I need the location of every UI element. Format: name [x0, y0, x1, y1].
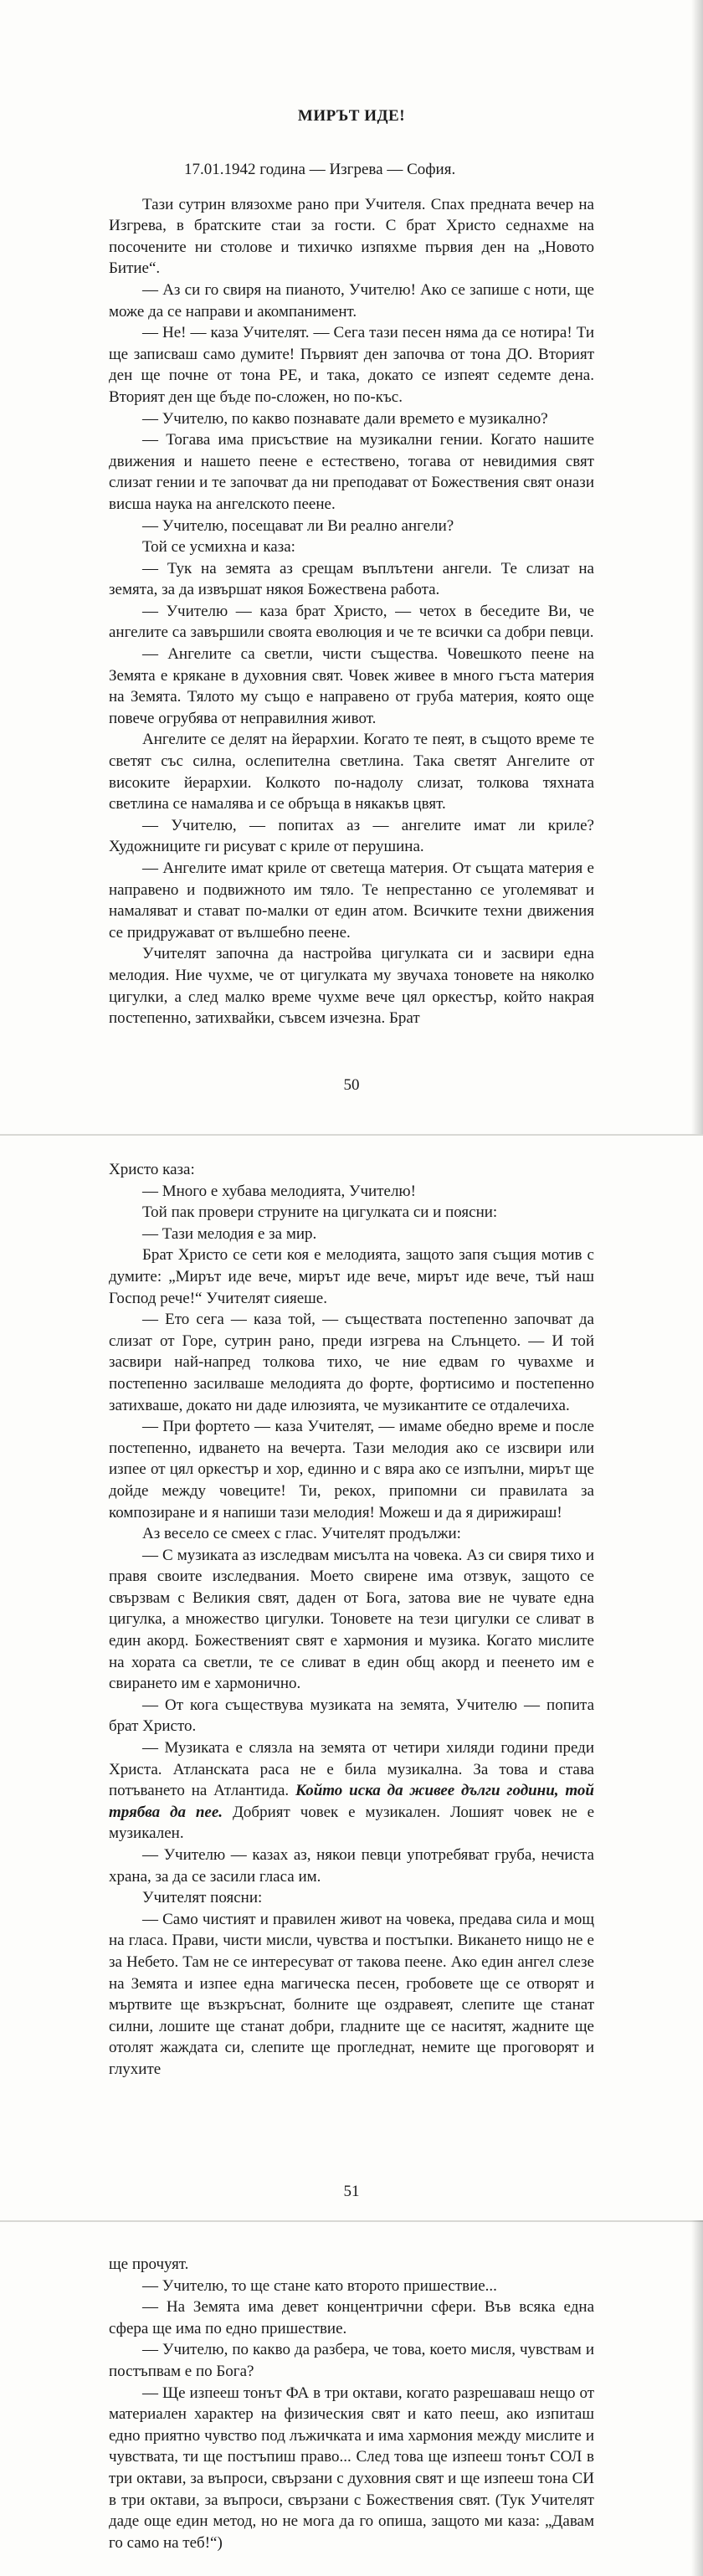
page-divider: [0, 2220, 703, 2222]
page-edge-shadow: [691, 0, 703, 1134]
paragraph: — Тази мелодия е за мир.: [142, 1224, 317, 1243]
book-page-52: [0, 2220, 703, 2576]
page-3-body: [109, 2254, 594, 2553]
paragraph-emphasis: [109, 1737, 594, 1845]
paragraph: — При фортето — каза Учителят, — имаме обедно време и после постепенно, идването на вечерта. Тази мелодия ако се изсвири или изпее от цял оркестър и хор, единно и с вяра ако се изпълни, мирът ще дойде между човеците! Ти, рекох, припомни си правилата за композиране и я напиши тази мелодия! Можеш и да я дирижираш!: [109, 1418, 594, 1521]
paragraph: — Ангелите са светли, чисти същества. Човешкото пеене на Земята е крякане в духовния свят. Човек живее в много гъста материя на Земята. Тялото му също е направено от груба материя, която още повече огрубява от неправилния живот.: [109, 645, 594, 727]
book-page-51: [0, 1134, 703, 2220]
paragraph: ще прочуят.: [109, 2255, 189, 2273]
page-divider: [0, 1134, 703, 1136]
emphasis-before: — Музиката е слязла на земята от четири хиляди години преди Христа. Атланската раса не е била музикална. За това и става потъването на Атлантида.: [109, 1739, 594, 1800]
paragraph: — Не! — каза Учителят. — Сега тази песен няма да се нотира! Ти ще записваш само думите! Първият ден започва от тона ДО. Вторият ден ще почне от тона РЕ, и така, докато се изпеят седемте дена. Вторият ден ще бъде по-сложен, но по-къс.: [109, 324, 594, 406]
page-3-text: [109, 2254, 594, 2553]
paragraph: Той се усмихна и каза:: [142, 538, 295, 557]
page-1-body: [109, 194, 594, 1029]
paragraph: Аз веселo се смеех с глас. Учителят продължи:: [142, 1525, 461, 1543]
paragraph: Ангелите се делят на йерархии. Когато те пеят, в същото време те светят със силна, ослепителна светлина. Така светят Ангелите от високите йерархии. Колкото по-надолу слизат, толкова тяхната светлина се намалява и се обръща в някакъв цвят.: [109, 731, 594, 813]
paragraph: — На Земята има девет концентрични сфери. Във всяка една сфера ще има по едно пришествие.: [109, 2298, 594, 2337]
paragraph: — Само чистият и правилен живот на човека, предава сила и мощ на гласа. Прави, чисти мисли, чувства и постъпки. Виканeто нищо не е за Небето. Там не се интересуват от такова пеене. Ако един ангел слезе на Земята и изпее една магическа песен, гробовете ще се отворят и мъртвите ще възкръснат, болните ще оздравеят, слепите ще станат силни, лошите ще станат добри, гладните ще се наситят, жадните ще отолят жаждата си, слепите ще прогледнат, немите ще проговорят и глухите: [109, 1910, 594, 2078]
paragraph: — Ще изпееш тонът ФА в три октави, когато разрешаваш нещо от материален характер на физическия свят и като пееш, ако изпиташ едно приятно чувство под лъжичката и има хармония между мислите и чувствата, ти ще постъпиш право... След това ще изпееш тонът СОЛ в три октави, за въпроси, свързани с духовния свят и ще изпееш тона СИ в три октави, за въпроси, свързани с Божествения свят. (Тук Учителят даде още един метод, но не мога да го опиша, защото ми каза: „Давам го само на теб!“): [109, 2384, 594, 2552]
page-number: 50: [343, 1076, 360, 1094]
paragraph: — Тук на земята аз срещам въплътени ангели. Те слизат на земята, за да извършат някоя Божествена работа.: [109, 559, 594, 599]
emphasis-after: Добрият човек е музикален. Лошият човек не е музикален.: [109, 1803, 595, 1843]
dateline: 17.01.1942 година — Изгрева — София.: [184, 161, 456, 178]
page-1-text: [109, 159, 594, 1029]
paragraph: Брат Христо се сети коя е мелодията, защото запя същия мотив с думите: „Мирът иде вече, мирът иде вече, мирът иде вече, тъй наш Господ рече!“ Учителят сияеше.: [109, 1246, 594, 1307]
paragraph: — Учителю, по какво да разбера, че това, което мисля, чувствам и постъпвам е по Бога?: [109, 2341, 594, 2380]
paragraph: — Учителю, по какво познавате дали времето е музикално?: [142, 409, 548, 428]
paragraph: — Учителю, — попитах аз — ангелите имат ли криле? Художниците ги рисуват с криле от перушина.: [109, 816, 594, 856]
page-2-body-b: [109, 1845, 594, 2081]
paragraph: — С музиката аз изследвам мисълта на човека. Аз си свиря тихо и правя своите изследвания. Моето свирене има отзвук, защото се свързвам с Великия свят, даден от Бога, затова вие не чувате една цигулка, а множество цигулки. Тоновете на тези цигулки се сливат в един акорд. Божественият свят е хармония и музика. Когато мислите на хората са светли, те се сливат в един общ акорд и пеенето им е свирането им е хармонично.: [109, 1546, 594, 1693]
book-page-50: [0, 0, 703, 1134]
page-number: 51: [343, 2183, 360, 2200]
chapter-title: МИРЪТ ИДЕ!: [297, 107, 406, 125]
paragraph: Тази сутрин влязохме рано при Учителя. Спах предната вечер на Изгрева, в братските стаи за гости. С брат Христо седнахме на посочените ни столове и тихичко изпяхме първия ден на „Новото Битие“.: [109, 195, 594, 278]
paragraph: — Тогава има присъствие на музикални гении. Когато нашите движения и нашето пеене е естествено, тогава от невидимия свят слизат гении и те започват да ни преподават от Божествения свят онази висша наука на ангелското пеене.: [109, 431, 594, 513]
paragraph: — От кога съществува музиката на земята, Учителю — попита брат Христо.: [109, 1696, 594, 1736]
paragraph: — Учителю, то ще стане като второто пришествие...: [142, 2276, 497, 2295]
paragraph: — Учителю — казах аз, някои певци употребяват груба, нечиста храна, за да се засили гласа им.: [109, 1846, 594, 1886]
paragraph: Учителят поясни:: [142, 1889, 263, 1907]
paragraph: — Учителю — каза брат Христо, — четох в беседите Ви, че ангелите са завършили своята еволюция и че те всички са добри певци.: [109, 602, 594, 642]
page-edge-shadow: [691, 2220, 703, 2576]
paragraph: Христо каза:: [109, 1161, 195, 1178]
page-2-body: [109, 1159, 594, 1737]
emphasis-text: Който иска да живее дълги години, той трябва да пее.: [109, 1782, 594, 1821]
paragraph: Учителят започна да настройва цигулката си и засвири една мелодия. Ние чухме, че от цигулката му звучаха тоновете на няколко цигулки, а след малко време чухме вече цял оркестър, който накрая постепенно, затихвайки, съвсем изчезна. Брат: [109, 945, 594, 1028]
paragraph: — Ангелите имат криле от светеща материя. От същата материя е направено и подвижното им тяло. Те непрестанно се уголемяват и намаляват и стават по-малки от един атом. Всичките техни движения се придружават от вълшебно пеене.: [109, 860, 594, 942]
page-2-text: [109, 1159, 594, 2081]
paragraph: Той пак провери струните на цигулката си и поясни:: [142, 1203, 498, 1222]
paragraph: — Много е хубава мелодията, Учителю!: [142, 1182, 416, 1200]
paragraph: — Учителю, посещават ли Ви реално ангели?: [142, 516, 454, 535]
paragraph: — Аз си го свиря на пианото, Учителю! Ако се запише с ноти, ще може да се направи и акомпанимент.: [109, 280, 594, 321]
paragraph: — Ето сега — каза той, — съществата постепенно започват да слизат от Горе, сутрин рано, преди изгрева на Слънцето. — И той засвири най-напред толкова тихо, че ние едвам го чувахме и постепенно засилваше мелодията до форте, фортисимо и постепенно затихваше, докато ни даде илюзията, че музикантите се отдалечиха.: [109, 1311, 594, 1414]
